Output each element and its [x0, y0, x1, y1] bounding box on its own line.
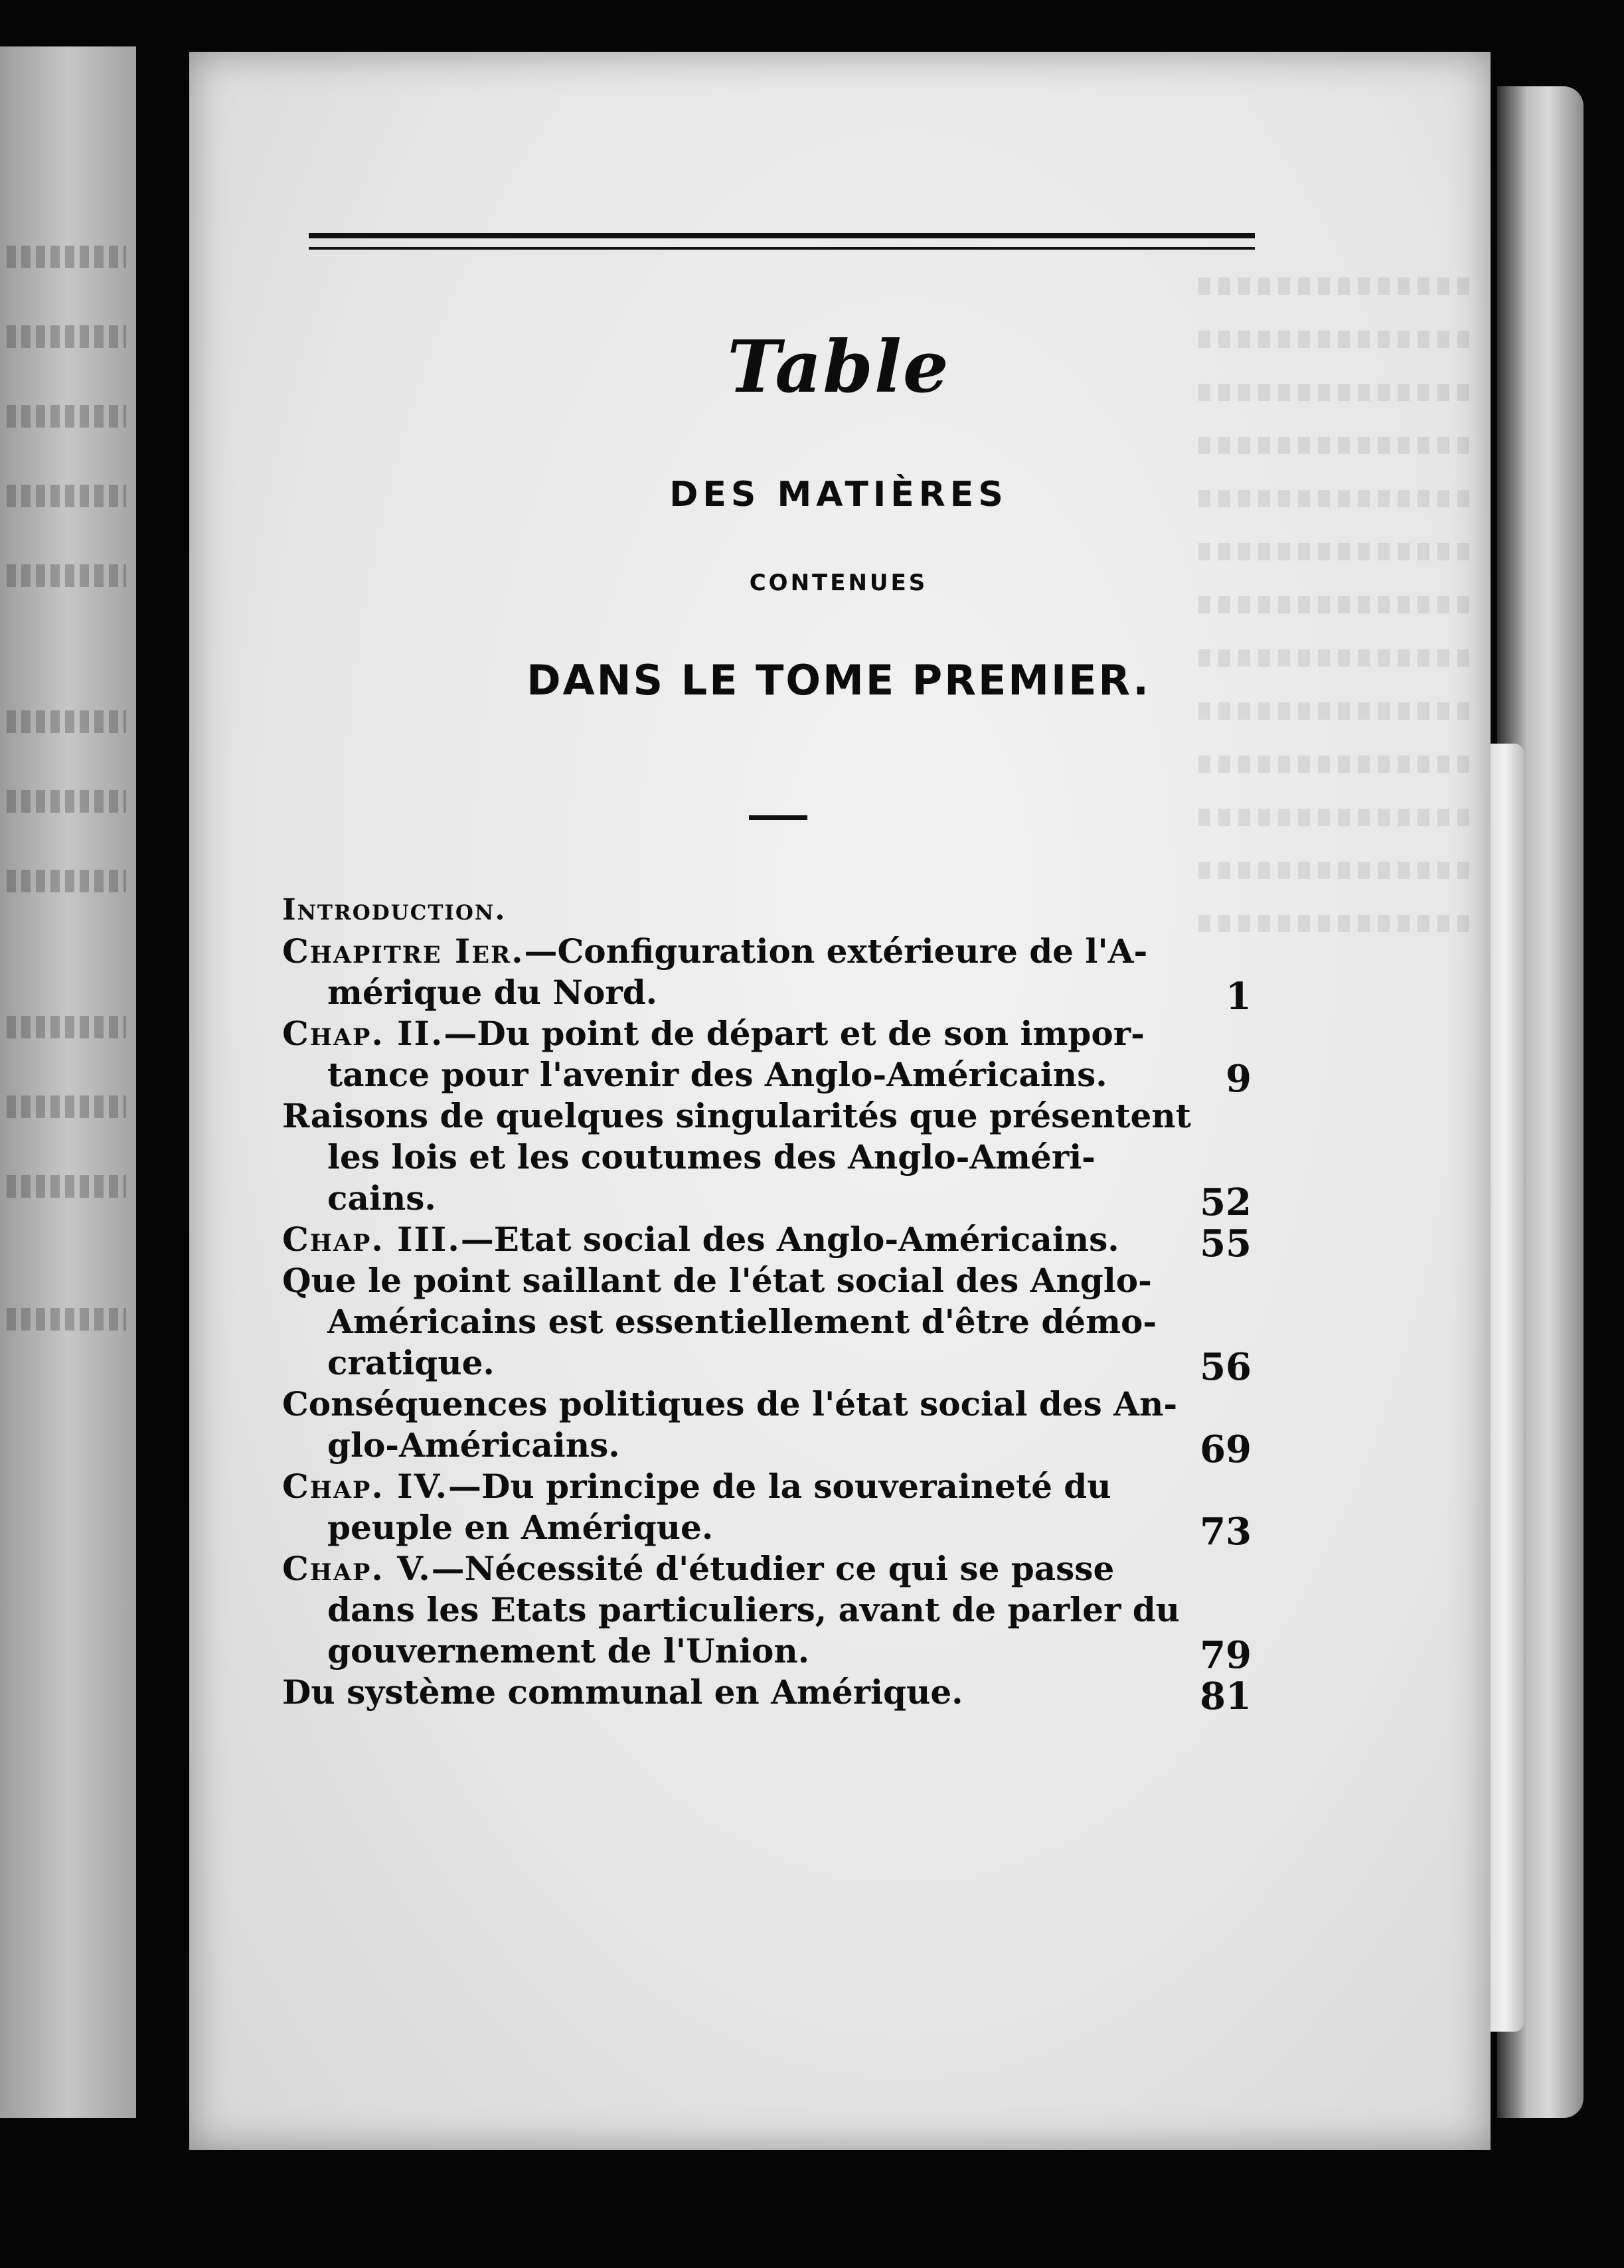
toc-chapter-label: Chap. V. — [282, 1549, 432, 1588]
toc-entry-text: gouvernement de l'Union. — [327, 1631, 810, 1670]
show-through — [1198, 437, 1477, 454]
toc-entry-text: —Du point de départ et de son impor- — [444, 1014, 1145, 1053]
toc-page-number: 55 — [1200, 1222, 1252, 1265]
toc-entry-text: —Etat social des Anglo-Américains. — [460, 1220, 1119, 1259]
toc-chapter-label: Chap. II. — [282, 1014, 444, 1053]
toc-entry-text: Que le point saillant de l'état social des Anglo- — [282, 1261, 1152, 1300]
bleed-text — [7, 1095, 126, 1118]
volume-label: DANS LE TOME PREMIER. — [527, 656, 1151, 704]
toc-entry-text: Conséquences politiques de l'état social des An- — [282, 1384, 1178, 1423]
toc-entry-text: mérique du Nord. — [327, 973, 658, 1012]
toc-page-number: 52 — [1200, 1180, 1252, 1224]
header-rule-thick — [309, 233, 1255, 238]
bleed-text — [7, 246, 126, 268]
toc-entry-section — [282, 1095, 1265, 1224]
show-through — [1198, 862, 1477, 879]
toc-page-number: 73 — [1200, 1510, 1252, 1554]
toc-entry-text: dans les Etats particuliers, avant de parler du — [327, 1590, 1180, 1629]
toc-page-number: 79 — [1200, 1633, 1252, 1677]
toc-entry-chapter-5 — [282, 1548, 1265, 1677]
toc-entry-text: peuple en Amérique. — [327, 1508, 714, 1547]
bleed-text — [7, 1308, 126, 1331]
toc-entry-text: Du système communal en Amérique. — [282, 1672, 963, 1712]
toc-entry-text: tance pour l'avenir des Anglo-Américains. — [327, 1055, 1107, 1094]
toc-entry-text: Raisons de quelques singularités que présentent — [282, 1096, 1191, 1135]
toc-chapter-label: Chap. III. — [282, 1220, 461, 1259]
toc-entry-text: cratique. — [327, 1343, 495, 1382]
toc-entry-text: Américains est essentiellement d'être démo- — [327, 1302, 1157, 1341]
section-divider — [749, 815, 807, 820]
table-of-contents — [282, 890, 1265, 1718]
toc-entry-chapter-3 — [282, 1219, 1265, 1265]
show-through — [1198, 543, 1477, 560]
bleed-text — [7, 1016, 126, 1038]
toc-entry-text: —Nécessité d'étudier ce qui se passe — [431, 1549, 1115, 1588]
toc-page-number: 69 — [1200, 1427, 1252, 1471]
bleed-text — [7, 1175, 126, 1198]
toc-page-number: 81 — [1200, 1674, 1252, 1718]
show-through — [1198, 809, 1477, 826]
toc-entry-text: cains. — [327, 1178, 436, 1218]
show-through — [1198, 278, 1477, 295]
toc-entry-text: —Configuration extérieure de l'A- — [524, 932, 1148, 971]
show-through — [1198, 756, 1477, 773]
toc-entry-chapter-1 — [282, 931, 1265, 1018]
page-title: Table — [727, 325, 950, 409]
toc-chapter-label: Chapitre Ier. — [282, 932, 525, 971]
toc-entry-introduction — [282, 890, 1265, 931]
header-rule-thin — [309, 247, 1255, 250]
toc-entry-section — [282, 1260, 1265, 1389]
toc-entry-section — [282, 1384, 1265, 1471]
toc-entry-section — [282, 1672, 1265, 1718]
toc-page-number: 9 — [1226, 1057, 1252, 1101]
contained-label: CONTENUES — [749, 570, 928, 596]
toc-entry-text: glo-Américains. — [327, 1425, 620, 1465]
toc-entry-text: les lois et les coutumes des Anglo-Améri- — [327, 1137, 1096, 1176]
toc-entry-text: —Du principe de la souveraineté du — [448, 1467, 1111, 1506]
page-subtitle: DES MATIÈRES — [669, 475, 1008, 515]
toc-chapter-label: Chap. IV. — [282, 1467, 449, 1506]
bleed-text — [7, 790, 126, 813]
bleed-text — [7, 870, 126, 892]
toc-entry-chapter-2 — [282, 1013, 1265, 1101]
bleed-text — [7, 710, 126, 733]
toc-entry-chapter-4 — [282, 1466, 1265, 1554]
show-through — [1198, 702, 1477, 720]
toc-page-number: 1 — [1226, 975, 1252, 1018]
toc-page-number: 56 — [1200, 1345, 1252, 1389]
toc-entry-text: Introduction. — [282, 893, 507, 927]
show-through — [1198, 596, 1477, 613]
